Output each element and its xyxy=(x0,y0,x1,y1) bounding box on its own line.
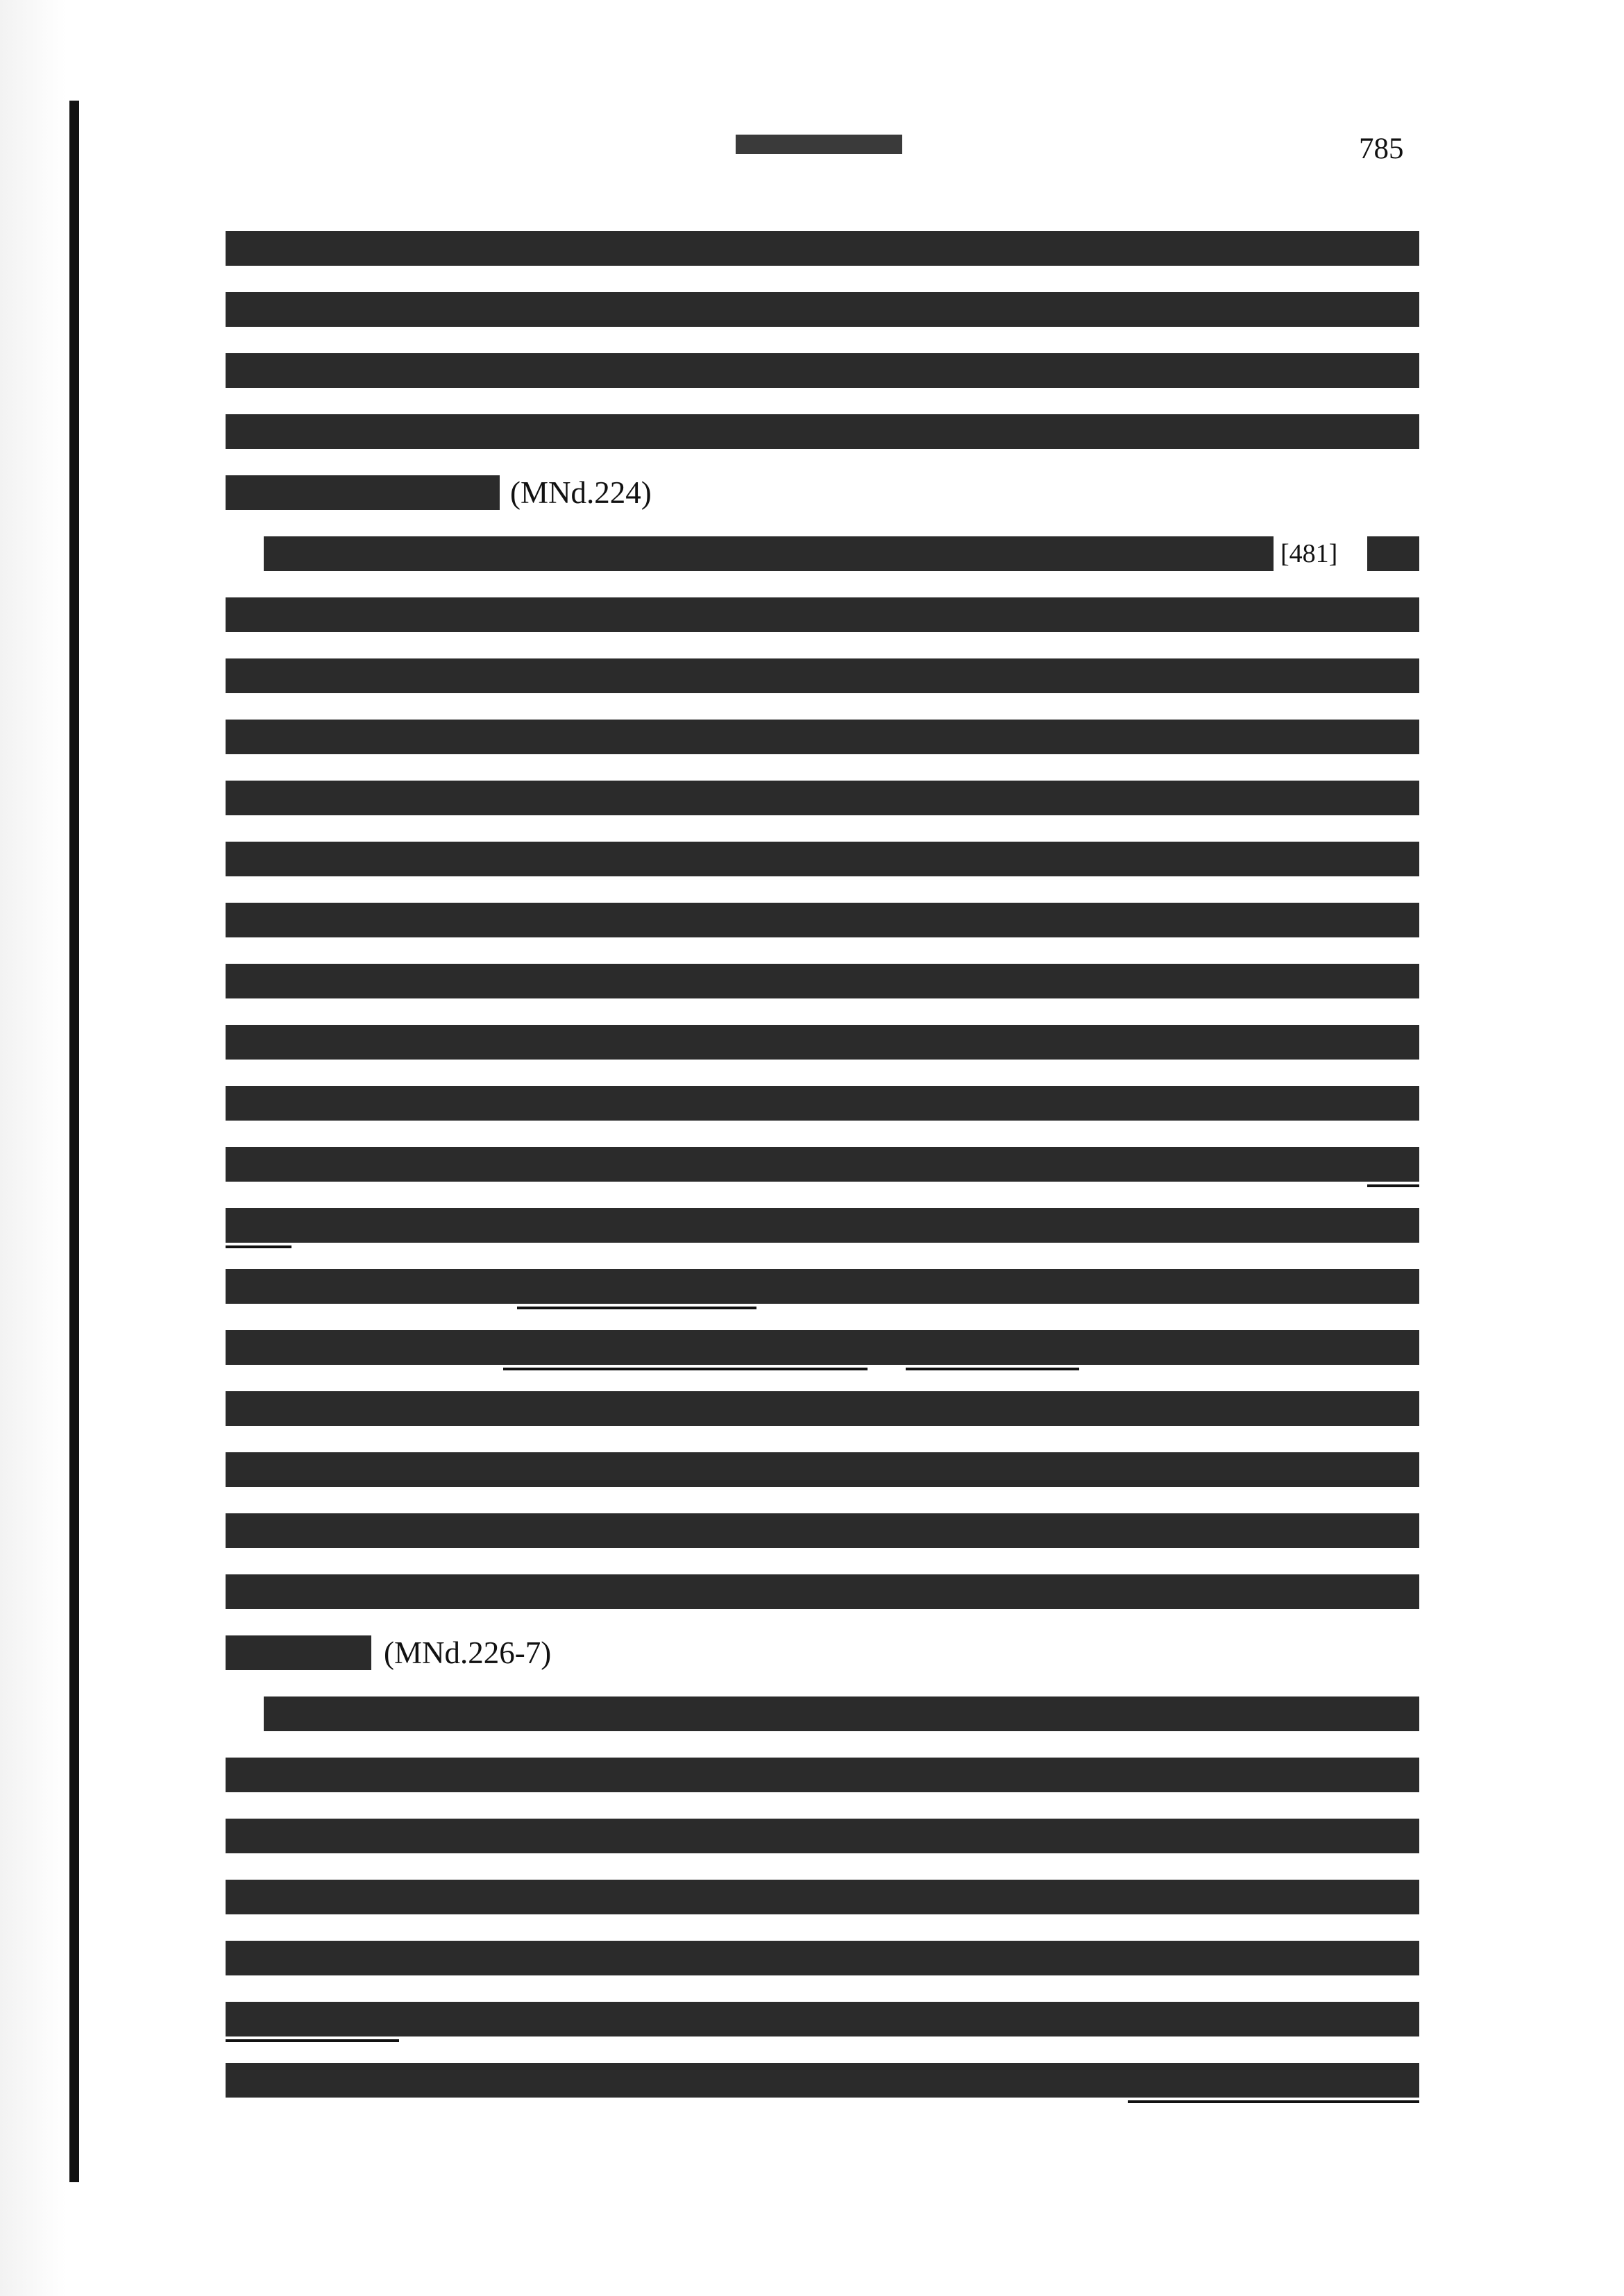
text-line xyxy=(226,2063,1419,2098)
text-line xyxy=(226,1330,1419,1365)
text-line xyxy=(226,292,1419,327)
text-line xyxy=(264,1697,1419,1731)
underline xyxy=(226,2039,399,2042)
text-line xyxy=(226,597,1419,632)
underline xyxy=(517,1307,756,1309)
text-line xyxy=(226,1269,1419,1304)
page-number: 785 xyxy=(1359,133,1404,165)
text-line xyxy=(226,353,1419,388)
text-line xyxy=(226,781,1419,815)
underline xyxy=(1128,2100,1419,2103)
running-head xyxy=(736,132,902,153)
text-line xyxy=(226,1941,1419,1975)
text-line xyxy=(226,964,1419,998)
text-line xyxy=(226,1635,850,1670)
binding-bar xyxy=(69,101,79,2182)
underline xyxy=(226,1245,291,1248)
text-line xyxy=(264,536,1419,571)
text-line xyxy=(226,475,850,510)
text-line xyxy=(226,903,1419,937)
text-line xyxy=(226,1819,1419,1853)
text-line xyxy=(226,1574,1419,1609)
text-line xyxy=(226,1513,1419,1548)
reference-mnd-226-7: (MNd.226-7) xyxy=(384,1635,552,1670)
text-line xyxy=(226,2002,1419,2036)
underline xyxy=(906,1368,1079,1370)
text-line xyxy=(226,1452,1419,1487)
text-line xyxy=(226,1086,1419,1121)
text-line xyxy=(226,1147,1419,1182)
text-line xyxy=(226,658,1419,693)
text-line xyxy=(226,720,1419,754)
text-line xyxy=(226,1880,1419,1914)
reference-mnd-224: (MNd.224) xyxy=(510,475,652,510)
text-line xyxy=(226,1758,1419,1792)
text-line xyxy=(226,1391,1419,1426)
reference-481: [481] xyxy=(1280,539,1338,568)
page-left-edge xyxy=(0,0,66,2296)
underline xyxy=(503,1368,868,1370)
text-line xyxy=(226,1025,1419,1060)
underline xyxy=(1367,1184,1419,1187)
text-line xyxy=(226,842,1419,876)
text-line xyxy=(226,1208,1419,1243)
text-line xyxy=(226,231,1419,266)
text-line xyxy=(226,414,1419,449)
